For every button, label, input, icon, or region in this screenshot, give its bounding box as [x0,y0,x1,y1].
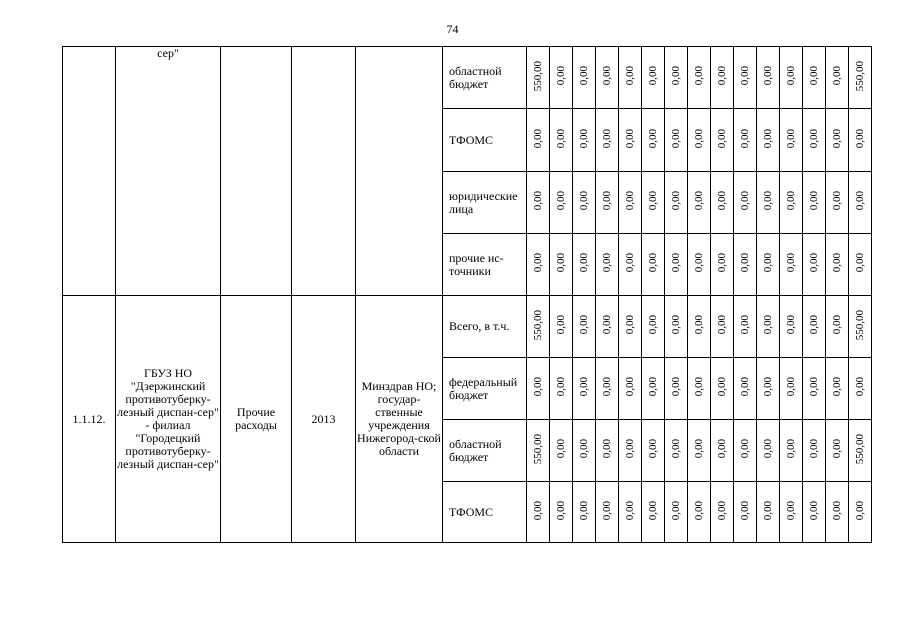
value-text: 0,00 [554,128,567,149]
value-text: 0,00 [554,253,567,273]
value-text: 0,00 [807,500,820,521]
value-cell [849,420,872,482]
value-text: 0,00 [646,315,659,335]
value-text: 0,00 [577,191,590,211]
value-text: 0,00 [669,191,682,211]
value-text: 0,00 [531,253,544,273]
value-text: 0,00 [554,66,567,86]
value-text: 0,00 [623,500,636,521]
funding-source: юридические лица [443,172,527,234]
value-text: 0,00 [554,315,567,335]
value-text: 0,00 [600,315,613,335]
value-cell [757,47,780,109]
value-cell [596,296,619,358]
value-cell [596,358,619,420]
value-text: 550,00 [853,60,866,92]
value-cell [734,172,757,234]
value-cell [550,420,573,482]
value-text: 0,00 [784,377,797,397]
value-cell [688,482,711,543]
value-cell [803,234,826,296]
value-text: 0,00 [738,253,751,273]
value-text: 0,00 [577,439,590,459]
value-text: 0,00 [830,315,843,335]
value-cell [780,482,803,543]
value-text: 0,00 [577,377,590,397]
value-cell [642,358,665,420]
value-cell [688,47,711,109]
value-cell [734,358,757,420]
value-cell [826,109,849,172]
value-text: 0,00 [646,253,659,273]
name-cell-continued: сер" [116,47,221,296]
value-text: 0,00 [853,253,866,273]
value-text: 0,00 [761,500,774,521]
value-text: 0,00 [531,128,544,149]
value-text: 0,00 [692,439,705,459]
value-cell [688,109,711,172]
value-text: 0,00 [715,439,728,459]
value-cell [757,172,780,234]
value-cell [573,420,596,482]
value-cell [573,482,596,543]
value-cell [619,47,642,109]
value-text: 0,00 [761,128,774,149]
value-text: 0,00 [784,253,797,273]
value-cell [527,420,550,482]
value-cell [665,296,688,358]
value-cell [665,420,688,482]
value-cell [550,358,573,420]
value-cell [596,47,619,109]
value-text: 0,00 [807,66,820,86]
year-cell-continued [292,47,356,296]
value-text: 0,00 [600,500,613,521]
value-cell [757,234,780,296]
value-cell [688,172,711,234]
value-cell [780,47,803,109]
value-cell [596,109,619,172]
value-text: 0,00 [600,377,613,397]
value-text: 0,00 [738,191,751,211]
value-text: 0,00 [692,66,705,86]
value-cell [711,358,734,420]
value-text: 0,00 [623,66,636,86]
value-text: 0,00 [646,128,659,149]
value-text: 0,00 [692,191,705,211]
value-cell [596,420,619,482]
value-cell [826,358,849,420]
value-cell [619,358,642,420]
value-text: 0,00 [784,66,797,86]
funding-source: областной бюджет [443,420,527,482]
value-text: 0,00 [669,253,682,273]
value-cell [711,172,734,234]
entry-name: ГБУЗ НО "Дзержинский противотуберку-лезный диспан-сер" - филиал "Городецкий противотуберку-лезный диспан-сер" [116,296,221,543]
value-cell [619,420,642,482]
value-text: 0,00 [784,500,797,521]
value-cell [711,47,734,109]
value-cell [642,109,665,172]
value-text: 0,00 [830,66,843,86]
value-cell [642,482,665,543]
value-text: 0,00 [715,128,728,149]
value-cell [573,234,596,296]
value-cell [527,47,550,109]
funding-source: Всего, в т.ч. [443,296,527,358]
value-cell [688,234,711,296]
value-text: 550,00 [531,309,544,341]
value-cell [527,296,550,358]
value-text: 0,00 [784,315,797,335]
value-cell [665,47,688,109]
value-cell [780,234,803,296]
value-cell [665,482,688,543]
value-text: 0,00 [761,377,774,397]
funding-source: ТФОМС [443,109,527,172]
funding-source: областной бюджет [443,47,527,109]
value-cell [849,172,872,234]
value-text: 0,00 [531,500,544,521]
value-cell [596,172,619,234]
value-text: 0,00 [715,315,728,335]
value-text: 0,00 [692,253,705,273]
value-text: 0,00 [715,377,728,397]
value-cell [619,172,642,234]
value-cell [711,234,734,296]
value-cell [757,109,780,172]
value-cell [550,296,573,358]
value-cell [826,482,849,543]
value-text: 0,00 [646,500,659,521]
budget-table [62,46,872,543]
value-text: 0,00 [738,66,751,86]
value-text: 0,00 [623,253,636,273]
value-cell [780,296,803,358]
value-text: 0,00 [761,315,774,335]
value-cell [688,358,711,420]
value-text: 0,00 [577,315,590,335]
value-cell [734,109,757,172]
value-text: 0,00 [830,377,843,397]
value-text: 0,00 [853,377,866,397]
value-cell [849,482,872,543]
value-text: 0,00 [807,315,820,335]
value-cell [826,172,849,234]
value-cell [826,234,849,296]
value-text: 0,00 [738,439,751,459]
value-cell [527,172,550,234]
value-text: 0,00 [830,128,843,149]
value-text: 0,00 [646,377,659,397]
table-row [63,47,872,109]
value-cell [803,172,826,234]
expense-type: Прочие расходы [221,296,292,543]
value-text: 0,00 [646,66,659,86]
value-cell [596,234,619,296]
value-text: 550,00 [531,433,544,465]
value-text: 0,00 [692,377,705,397]
funding-source: федеральный бюджет [443,358,527,420]
value-text: 0,00 [531,377,544,397]
value-text: 0,00 [807,253,820,273]
value-cell [711,482,734,543]
value-text: 0,00 [715,500,728,521]
value-text: 0,00 [807,191,820,211]
value-cell [573,172,596,234]
value-cell [550,482,573,543]
value-cell [619,296,642,358]
value-text: 0,00 [646,191,659,211]
value-text: 0,00 [807,128,820,149]
value-text: 0,00 [830,191,843,211]
value-cell [803,109,826,172]
value-text: 0,00 [623,191,636,211]
value-text: 0,00 [830,439,843,459]
value-cell [734,482,757,543]
executor: Минздрав НО; государ-ственные учреждения Нижегород-ской области [356,296,443,543]
value-cell [734,296,757,358]
value-cell [826,420,849,482]
value-cell [642,172,665,234]
value-cell [642,420,665,482]
value-text: 550,00 [531,60,544,92]
value-cell [550,47,573,109]
value-cell [780,172,803,234]
value-text: 0,00 [807,377,820,397]
value-text: 0,00 [784,191,797,211]
value-text: 0,00 [761,439,774,459]
value-text: 0,00 [761,66,774,86]
value-cell [642,296,665,358]
value-cell [757,482,780,543]
value-text: 0,00 [830,253,843,273]
value-cell [688,420,711,482]
executor-cell-continued [356,47,443,296]
value-text: 0,00 [577,66,590,86]
value-cell [688,296,711,358]
value-cell [780,420,803,482]
value-text: 0,00 [554,439,567,459]
value-text: 0,00 [853,500,866,521]
value-text: 0,00 [853,191,866,211]
value-text: 0,00 [715,191,728,211]
value-cell [803,47,826,109]
value-text: 0,00 [669,66,682,86]
value-text: 550,00 [853,433,866,465]
value-cell [573,296,596,358]
value-cell [734,47,757,109]
number-cell-continued [63,47,116,296]
value-cell [573,47,596,109]
value-cell [803,358,826,420]
value-text: 0,00 [600,128,613,149]
value-cell [550,234,573,296]
value-text: 0,00 [669,377,682,397]
value-text: 0,00 [692,500,705,521]
value-cell [665,234,688,296]
expense-type-cell-continued [221,47,292,296]
value-cell [573,358,596,420]
value-cell [734,420,757,482]
value-cell [550,172,573,234]
value-text: 0,00 [646,439,659,459]
value-text: 0,00 [577,500,590,521]
value-cell [642,47,665,109]
value-cell [780,109,803,172]
value-cell [803,482,826,543]
value-text: 0,00 [554,377,567,397]
value-text: 0,00 [531,191,544,211]
value-cell [665,172,688,234]
value-text: 0,00 [669,439,682,459]
value-cell [780,358,803,420]
value-cell [711,296,734,358]
value-cell [573,109,596,172]
value-text: 0,00 [830,500,843,521]
value-text: 550,00 [853,309,866,341]
value-text: 0,00 [669,500,682,521]
value-text: 0,00 [692,128,705,149]
value-cell [849,47,872,109]
value-cell [734,234,757,296]
value-text: 0,00 [600,66,613,86]
value-cell [849,358,872,420]
value-cell [619,109,642,172]
value-text: 0,00 [600,191,613,211]
value-cell [711,109,734,172]
entry-year: 2013 [292,296,356,543]
value-text: 0,00 [853,128,866,149]
value-text: 0,00 [600,253,613,273]
value-cell [665,109,688,172]
value-text: 0,00 [669,128,682,149]
value-cell [803,420,826,482]
value-cell [849,296,872,358]
value-text: 0,00 [577,253,590,273]
value-cell [757,358,780,420]
value-cell [757,296,780,358]
value-cell [757,420,780,482]
value-cell [619,482,642,543]
page-number: 74 [446,22,459,36]
value-cell [711,420,734,482]
value-text: 0,00 [692,315,705,335]
value-cell [803,296,826,358]
value-cell [527,358,550,420]
value-cell [665,358,688,420]
value-text: 0,00 [784,128,797,149]
funding-source: ТФОМС [443,482,527,543]
value-cell [527,109,550,172]
value-cell [826,47,849,109]
value-text: 0,00 [623,315,636,335]
value-text: 0,00 [669,315,682,335]
table-row [63,296,872,358]
value-cell [619,234,642,296]
value-cell [527,234,550,296]
value-text: 0,00 [761,191,774,211]
value-text: 0,00 [623,439,636,459]
value-text: 0,00 [761,253,774,273]
value-text: 0,00 [554,191,567,211]
value-text: 0,00 [807,439,820,459]
value-cell [527,482,550,543]
value-text: 0,00 [715,253,728,273]
value-text: 0,00 [784,439,797,459]
value-text: 0,00 [738,315,751,335]
entry-number: 1.1.12. [63,296,116,543]
value-text: 0,00 [600,439,613,459]
value-cell [849,109,872,172]
funding-source: прочие ис-точники [443,234,527,296]
value-text: 0,00 [623,128,636,149]
value-cell [849,234,872,296]
value-cell [596,482,619,543]
value-text: 0,00 [577,128,590,149]
value-text: 0,00 [738,377,751,397]
value-text: 0,00 [738,128,751,149]
value-text: 0,00 [738,500,751,521]
value-text: 0,00 [554,500,567,521]
value-cell [826,296,849,358]
value-cell [550,109,573,172]
value-text: 0,00 [715,66,728,86]
value-text: 0,00 [623,377,636,397]
value-cell [642,234,665,296]
